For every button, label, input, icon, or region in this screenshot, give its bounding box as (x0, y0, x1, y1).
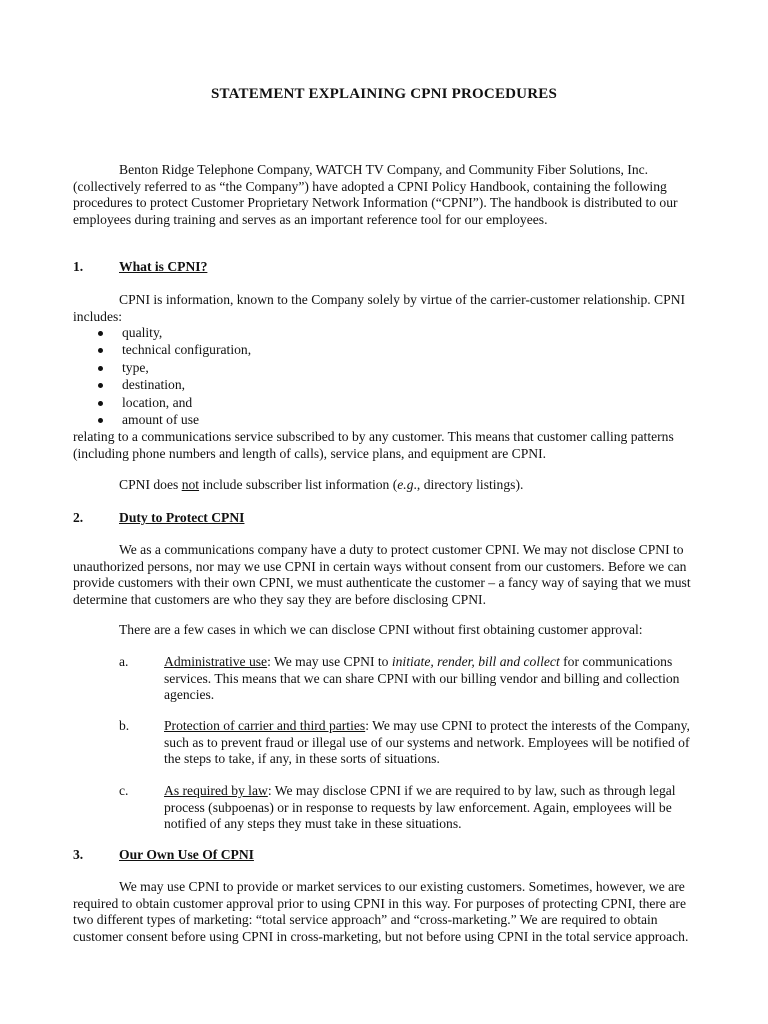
section-number: 1. (73, 259, 84, 274)
sub-item-body (164, 783, 704, 833)
section-title: What is CPNI? (119, 259, 208, 274)
text-run: : We may use CPNI to (267, 654, 392, 669)
section-number: 3. (73, 847, 84, 862)
sub-item-label: As required by law (164, 783, 268, 798)
text-run: : We may use CPNI to protect the interests of the Company, such as to prevent fraud or illegal use of our systems and network. Employees will be notified of the steps to take, if any, in these sorts of situations. (164, 718, 690, 767)
section-2-heading (73, 510, 244, 527)
section-1-heading (73, 259, 207, 276)
sub-item-label: Protection of carrier and third parties (164, 718, 366, 733)
bullet-item: type, (96, 360, 251, 377)
page-title: STATEMENT EXPLAINING CPNI PROCEDURES (211, 86, 557, 102)
intro-rest: (collectively referred to as “the Company”) have adopted a CPNI Policy Handbook, containing the following procedures to protect Customer Proprietary Network Information (“CPNI”). The handbook is distributed to our employees during training and serves as an important reference tool for our employees. (73, 178, 678, 227)
text-run: CPNI does (119, 477, 182, 492)
sub-item-body (164, 654, 704, 704)
bullet-item: destination, (96, 377, 251, 394)
bullet-item: location, and (96, 395, 251, 412)
s2-paragraph-2: There are a few cases in which we can disclose CPNI without first obtaining customer approval: (119, 622, 643, 637)
intro-line-1: Benton Ridge Telephone Company, WATCH TV Company, and Community Fiber Solutions, Inc. (119, 162, 649, 177)
section-title: Duty to Protect CPNI (119, 510, 245, 525)
emphasis-not: not (181, 477, 200, 492)
text-run: for communications services. This means that we can share CPNI with our billing vendor and billing and collection agencies. (164, 654, 680, 703)
sub-item-letter: b. (119, 718, 130, 733)
bullet-item: amount of use (96, 412, 251, 429)
bullet-item: quality, (96, 325, 251, 342)
s1-paragraph-2: relating to a communications service subscribed to by any customer. This means that customer calling patterns (including phone numbers and length of calls), service plans, and equipment are CPNI. (73, 429, 674, 461)
text-run: : We may disclose CPNI if we are required to by law, such as through legal process (subpoenas) or in response to requests by law enforcement. Again, employees will be notified of any steps they must take in these situations. (164, 783, 676, 832)
italic-run: initiate, render, bill and collect (391, 654, 560, 669)
sub-item-letter: a. (119, 654, 129, 669)
cpni-bullet-list (96, 325, 251, 429)
section-number: 2. (73, 510, 84, 525)
intro-paragraph (73, 162, 705, 228)
section-title: Our Own Use Of CPNI (119, 847, 254, 862)
text-run: include subscriber list information ( (199, 477, 398, 492)
s2-paragraph-1: We as a communications company have a duty to protect customer CPNI. We may not disclose CPNI to unauthorized persons, nor may we use CPNI in certain ways without consent from our customers. Before we can provide customers with their own CPNI, we must authenticate the customer – a fancy way of saying that we must determine that customers are who they say they are before disclosing CPNI. (73, 542, 691, 607)
sub-item-label: Administrative use (164, 654, 268, 669)
s1-paragraph-3 (73, 477, 705, 494)
s3-paragraph-1: We may use CPNI to provide or market services to our existing customers. Sometimes, however, we are required to obtain customer approval prior to using CPNI in this way. For purposes of protecting CPNI, there are two different types of marketing: “total service approach” and “cross-marketing.” We are required to obtain customer consent before using CPNI in cross-marketing, but not before using CPNI in the total service approach. (73, 879, 689, 944)
sub-item-letter: c. (119, 783, 129, 798)
s1-paragraph-1: CPNI is information, known to the Company solely by virtue of the carrier-customer relationship. CPNI includes: (73, 292, 686, 324)
sub-item-body (164, 718, 704, 768)
text-run: ., directory listings). (413, 477, 524, 492)
section-3-heading (73, 847, 254, 864)
italic-eg: e.g (397, 477, 414, 492)
bullet-item: technical configuration, (96, 342, 251, 359)
